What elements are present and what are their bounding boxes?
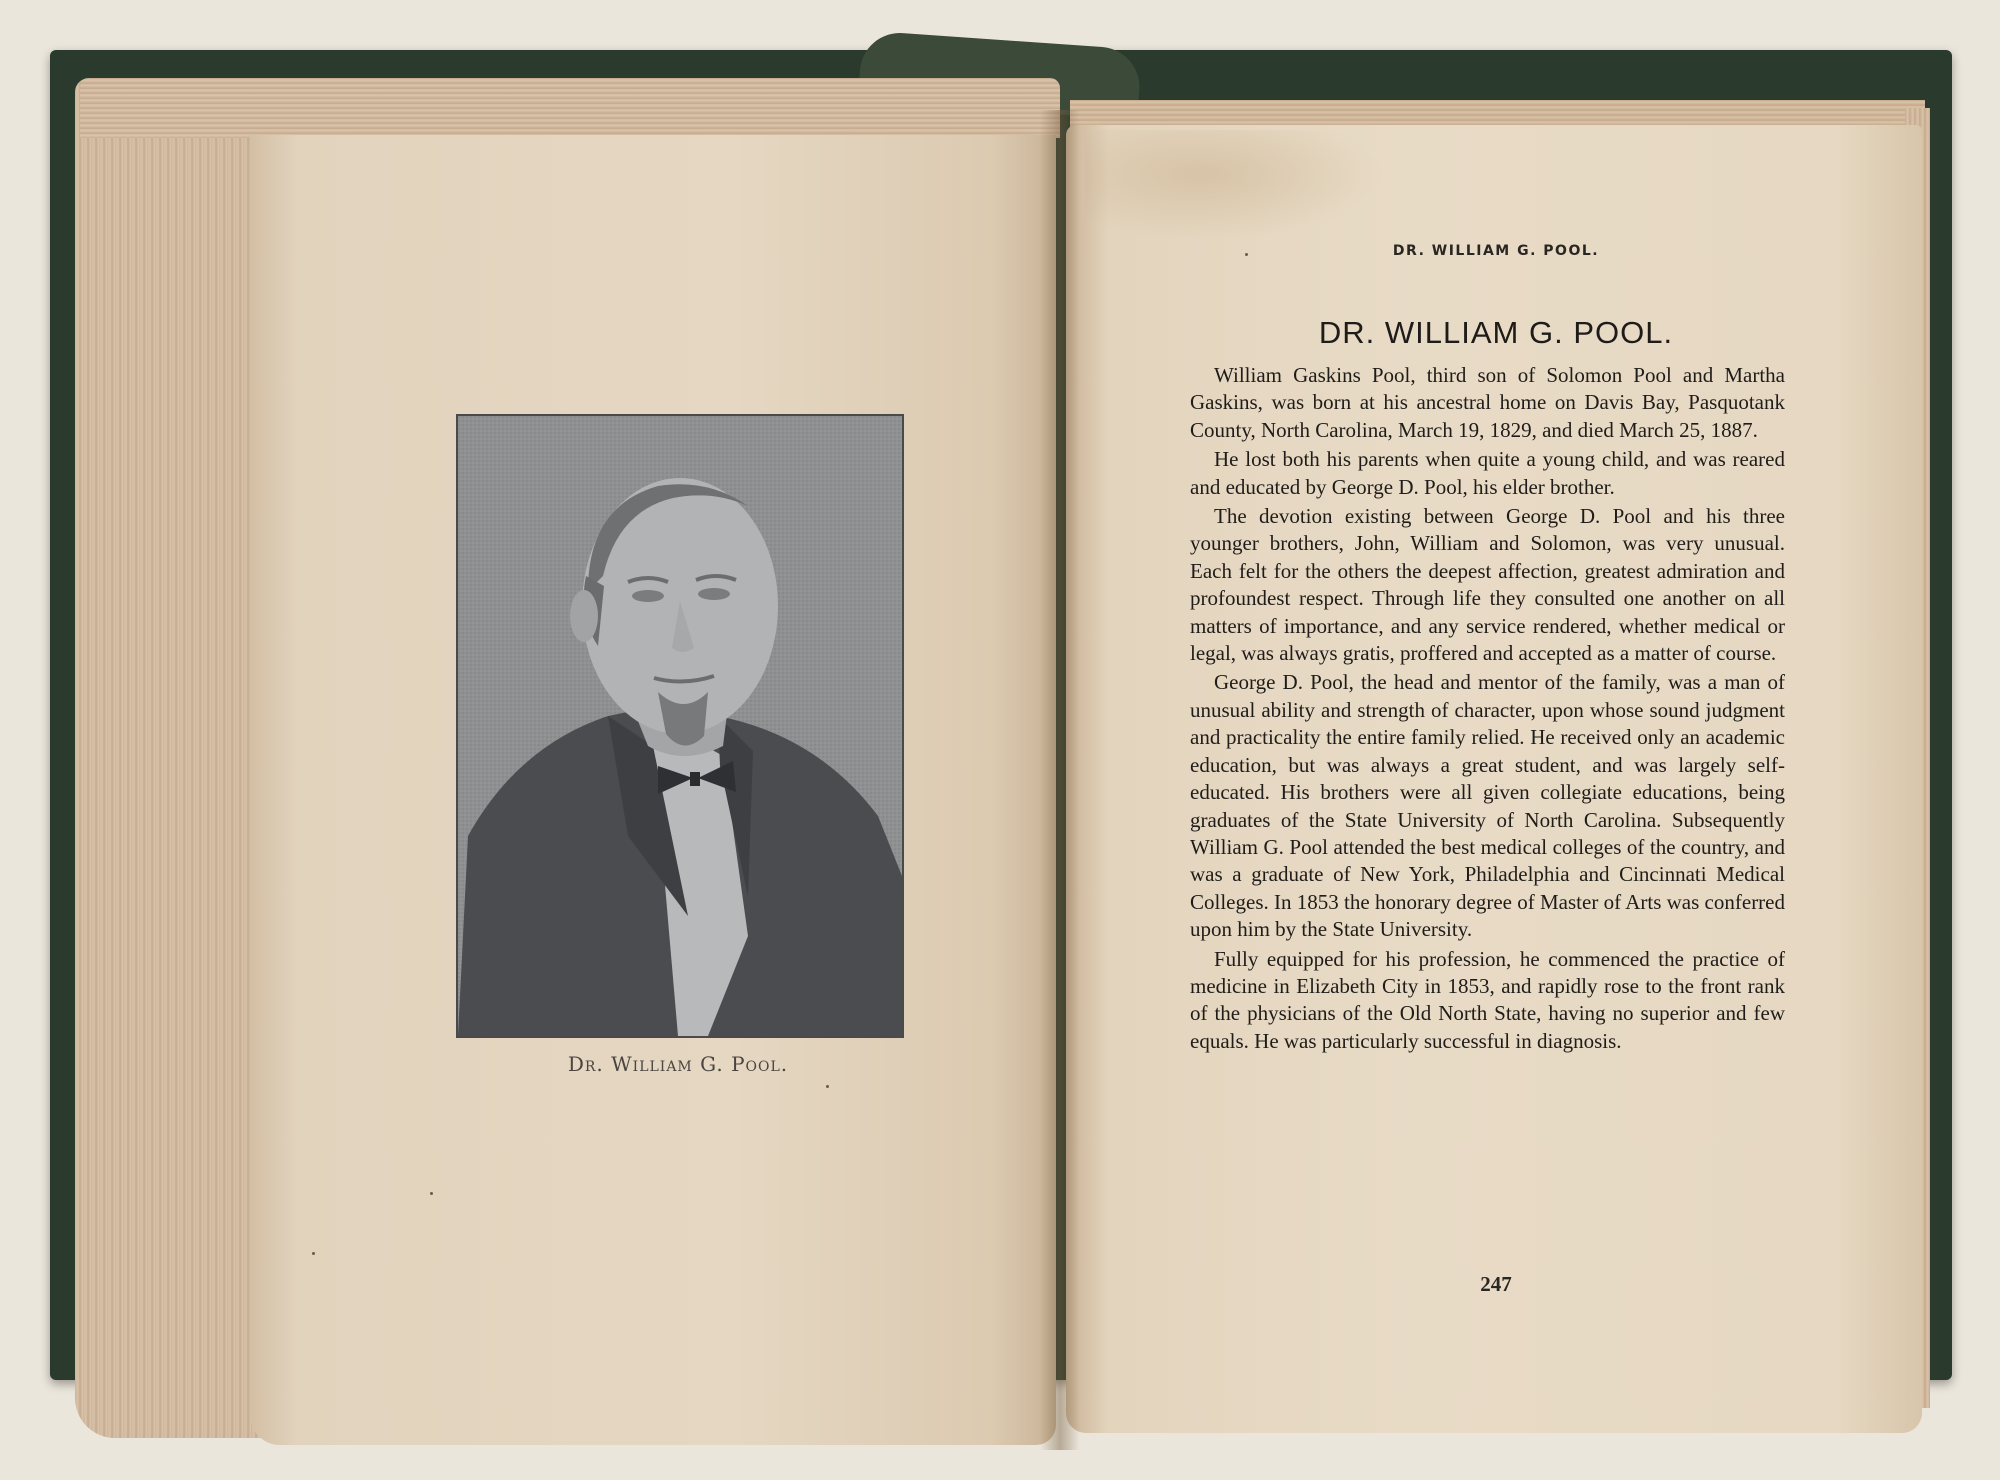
chapter-title: DR. WILLIAM G. POOL. [1318,315,1674,350]
speck [1245,253,1248,256]
speck [826,1085,829,1088]
page-number: 247 [1480,1272,1512,1296]
water-stain [1085,130,1385,240]
page-edges-top [80,78,1060,138]
paragraph-1: William Gaskins Pool, third son of Solomon Pool and Martha Gaskins, was born at his ancestral home on Davis Bay, Pasquotank County, North Carolina, March 19, 1829, and died March 25, 1887. [1190,363,1785,442]
speck [312,1252,315,1255]
paragraph-2: He lost both his parents when quite a young child, and was reared and educated by George D. Pool, his elder brother. [1190,447,1785,499]
paragraph-4: George D. Pool, the head and mentor of the family, was a man of unusual ability and strength of character, upon whose sound judgment and practicality the entire family relied. He received only an academic education, but was always a great student, and was largely self-educated. His brothers were all given collegiate educations, being graduates of the State University of North Carolina. Subsequently William G. Pool attended the best medical colleges of the country, and was a graduate of New York, Philadelphia and Cincinnati Medical Colleges. In 1853 the honorary degree of Master of Arts was conferred upon him by the State University. [1190,670,1785,942]
paragraph-3: The devotion existing between George D. Pool and his three younger brothers, John, William and Solomon, was very unusual. Each felt for the others the deepest affection, greatest admiration and profoundest respect. Through life they consulted one another on all matters of importance, and any service rendered, whether medical or legal, was always gratis, proffered and accepted as a matter of course. [1190,504,1785,666]
book-gutter [1040,110,1080,1450]
running-head: DR. WILLIAM G. POOL. [1392,243,1600,259]
speck [430,1192,433,1195]
body-text [1190,362,1785,1057]
page-edges-left [75,78,265,1438]
portrait-photo-icon [458,416,902,1036]
paragraph-5: Fully equipped for his profession, he commenced the practice of medicine in Elizabeth City in 1853, and rapidly rose to the front rank of the physicians of the Old North State, having no superior and few equals. He was particularly successful in diagnosis. [1190,946,1785,1053]
portrait-photo [456,414,904,1038]
portrait-caption: Dr. William G. Pool. [567,1052,789,1076]
